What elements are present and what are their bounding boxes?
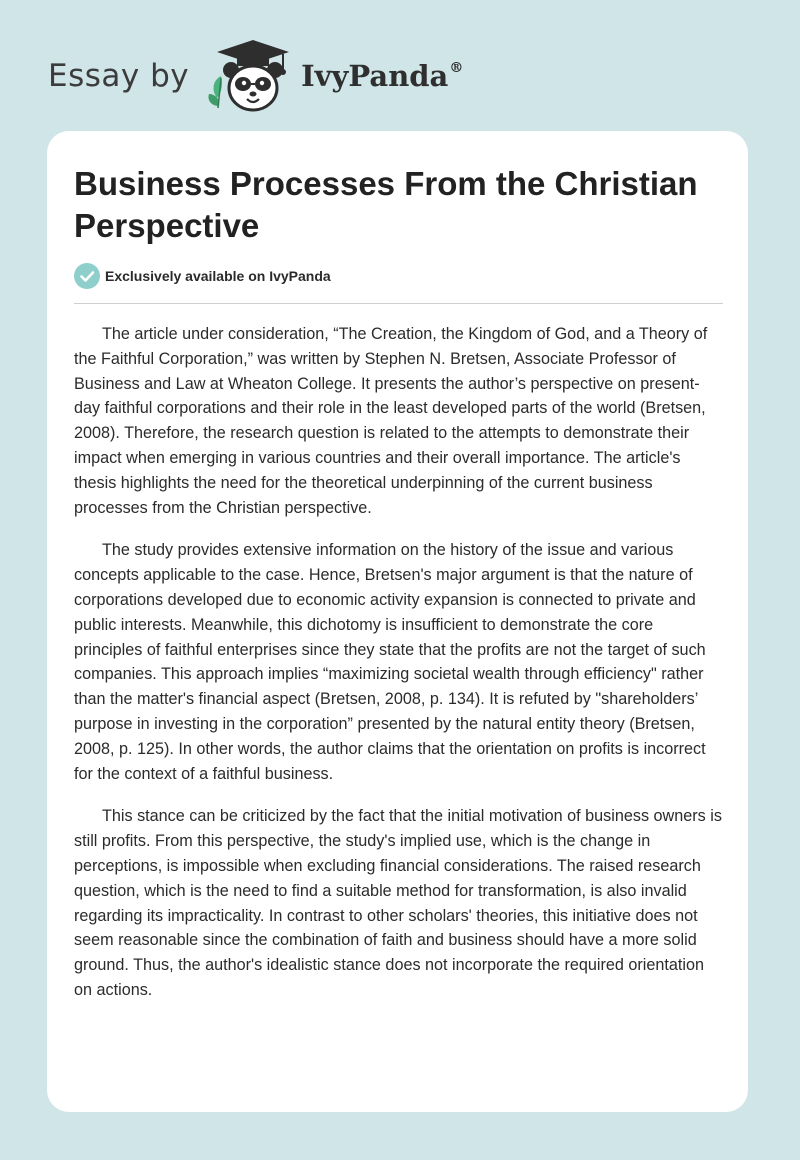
paragraph: The study provides extensive information on the history of the issue and various concepts applicable to the case. Hence, Bretsen's major argument is that the nature of corporations developed due to economic activity expansion is connected to private and public interests. Meanwhile, this dichotomy is insufficient to demonstrate the core principles of faithful enterprises since they state that the profits are not the target of such companies. This approach implies “maximizing societal wealth through efficiency" rather than the matter's financial aspect (Bretsen, 2008, p. 134). It is refuted by "shareholders’ purpose in investing in the corporation” presented by the natural entity theory (Bretsen, 2008, p. 125). In other words, the author claims that the orientation on profits is incorrect for the context of a faithful business.: [74, 541, 706, 783]
essay-card: [47, 131, 748, 1112]
exclusive-label: Exclusively available on IvyPanda: [105, 268, 331, 284]
divider: [74, 303, 723, 304]
page-title: Business Processes From the Christian Perspective: [74, 165, 698, 244]
logo-name: IvyPanda®: [301, 59, 464, 93]
site-logo[interactable]: [48, 36, 463, 116]
logo-prefix: Essay by: [48, 58, 190, 94]
exclusive-badge: [74, 263, 331, 289]
article-body: [74, 322, 724, 1021]
panda-graduate-icon: [205, 36, 295, 116]
paragraph: The article under consideration, “The Creation, the Kingdom of God, and a Theory of the Faithful Corporation,” was written by Stephen N. Bretsen, Associate Professor of Business and Law at Wheaton College. It presents the author’s perspective on present-day faithful corporations and their role in the least developed parts of the world (Bretsen, 2008). Therefore, the research question is related to the attempts to demonstrate their impact when emerging in various countries and their overall importance. The article's thesis highlights the need for the theoretical underpinning of the current business processes from the Christian perspective.: [74, 325, 708, 517]
paragraph: This stance can be criticized by the fact that the initial motivation of business owners is still profits. From this perspective, the study's implied use, which is the change in perceptions, is impossible when excluding financial considerations. The raised research question, which is the need to find a suitable method for transformation, is also invalid regarding its impracticality. In contrast to other scholars' theories, this initiative does not seem reasonable since the combination of faith and business should have a more solid ground. Thus, the author's idealistic stance does not incorporate the required orientation on actions.: [74, 807, 722, 999]
check-circle-icon: [74, 263, 100, 289]
